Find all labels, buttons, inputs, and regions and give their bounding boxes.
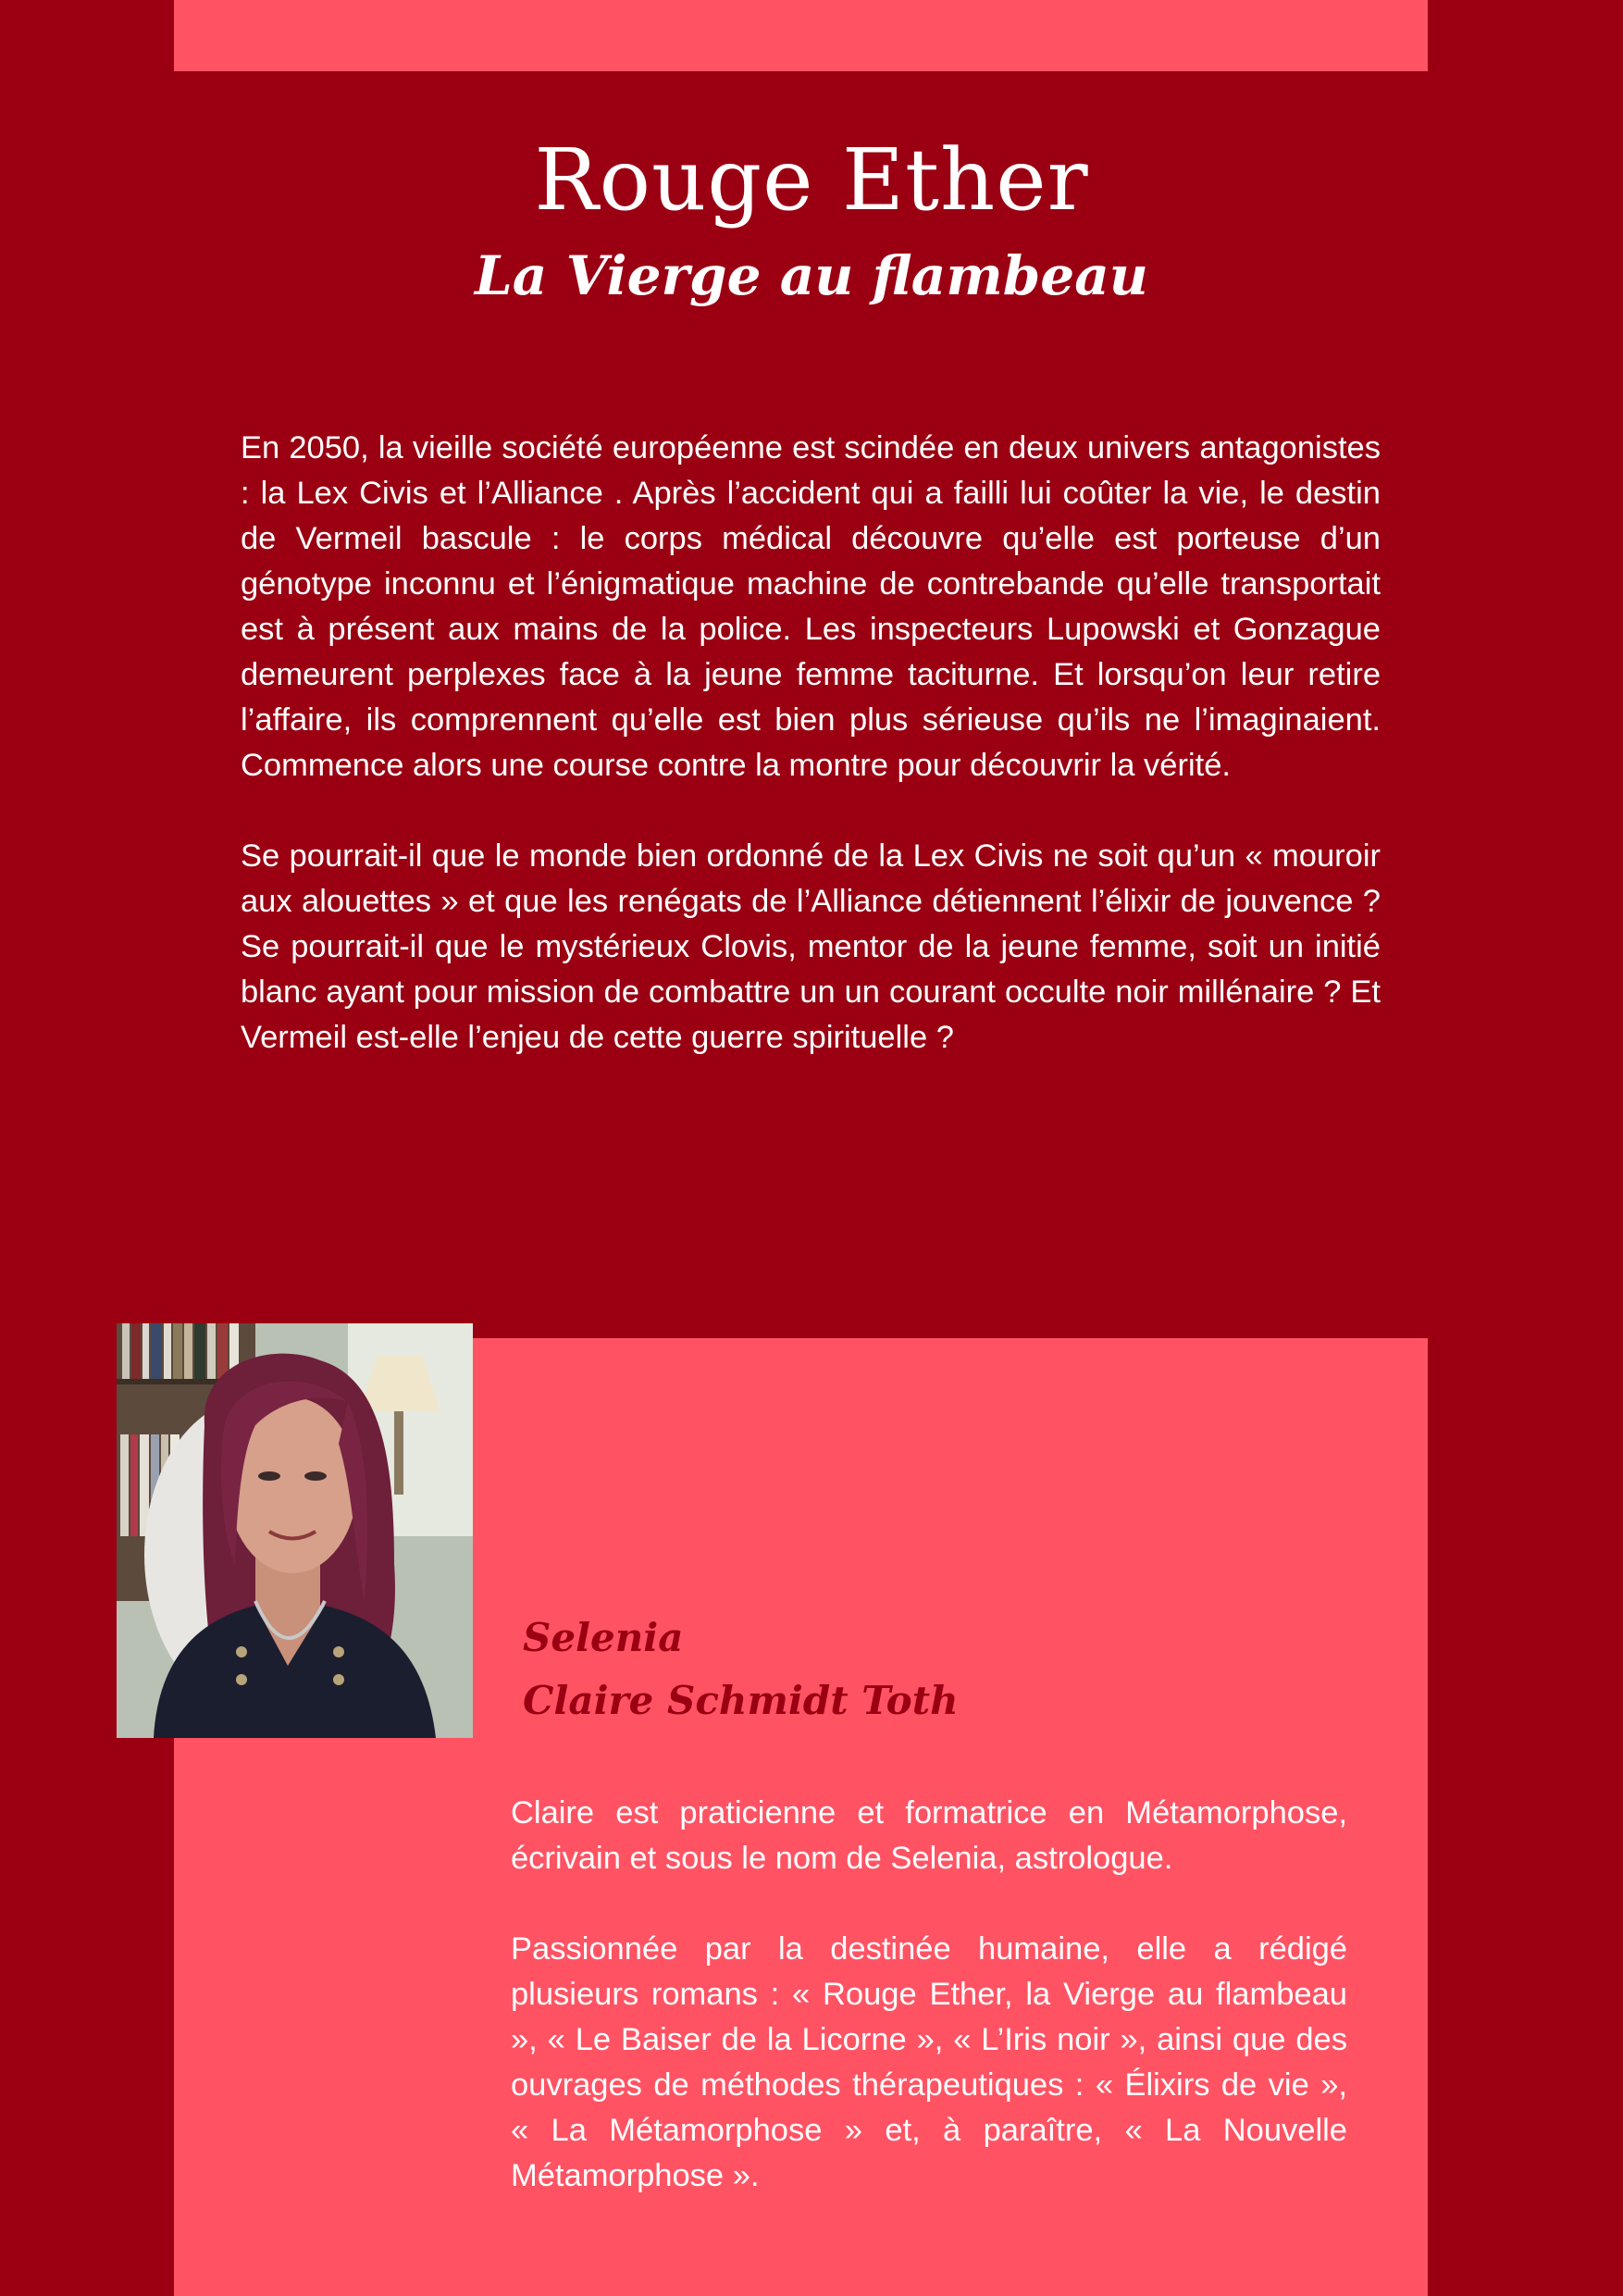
author-photo: [117, 1323, 473, 1738]
synopsis-paragraph: Se pourrait-il que le monde bien ordonné de la Lex Civis ne soit qu’un « mouroir aux alouettes » et que les renégats de l’Alliance détiennent l’élixir de jouvence ? Se pourrait-il que le mystérieux Clovis, mentor de la jeune femme, soit un initié blanc ayant pour mission de combattre un un courant occulte noir millénaire ? Et Vermeil est-elle l’enjeu de cette guerre spirituelle ?: [241, 838, 1381, 1055]
book-subtitle: La Vierge au flambeau: [475, 244, 1148, 307]
bio-paragraph: Claire est praticienne et formatrice en Métamorphose, écrivain et sous le nom de Selenia, astrologue.: [511, 1795, 1347, 1876]
synopsis-paragraph: En 2050, la vieille société européenne est scindée en deux univers antagonistes : la Lex Civis et l’Alliance . Après l’accident qui a failli lui coûter la vie, le destin de Vermeil bascule : le corps médical découvre qu’elle est porteuse d’un génotype inconnu et l’énigmatique machine de contrebande qu’elle transportait est à présent aux mains de la police. Les inspecteurs Lupowski et Gonzague demeurent perplexes face à la jeune femme taciturne. Et lorsqu’on leur retire l’affaire, ils comprennent qu’elle est bien plus sérieuse qu’ils ne l’imaginaient. Commence alors une course contre la montre pour découvrir la vérité.: [241, 430, 1381, 783]
author-bio: [511, 1791, 1347, 2244]
author-pen-name: Selenia: [523, 1615, 684, 1660]
author-real-name: Claire Schmidt Toth: [523, 1678, 959, 1723]
book-title: Rouge Ether: [534, 130, 1089, 230]
top-color-band: [174, 0, 1428, 71]
synopsis: [241, 426, 1381, 1106]
bio-paragraph: Passionnée par la destinée humaine, elle a rédigé plusieurs romans : « Rouge Ether, la Vierge au flambeau », « Le Baiser de la Licorne », « L’Iris noir », ainsi que des ouvrages de méthodes thérapeutiques : « Élixirs de vie », « La Métamorphose » et, à paraître, « La Nouvelle Métamorphose ».: [511, 1931, 1347, 2193]
